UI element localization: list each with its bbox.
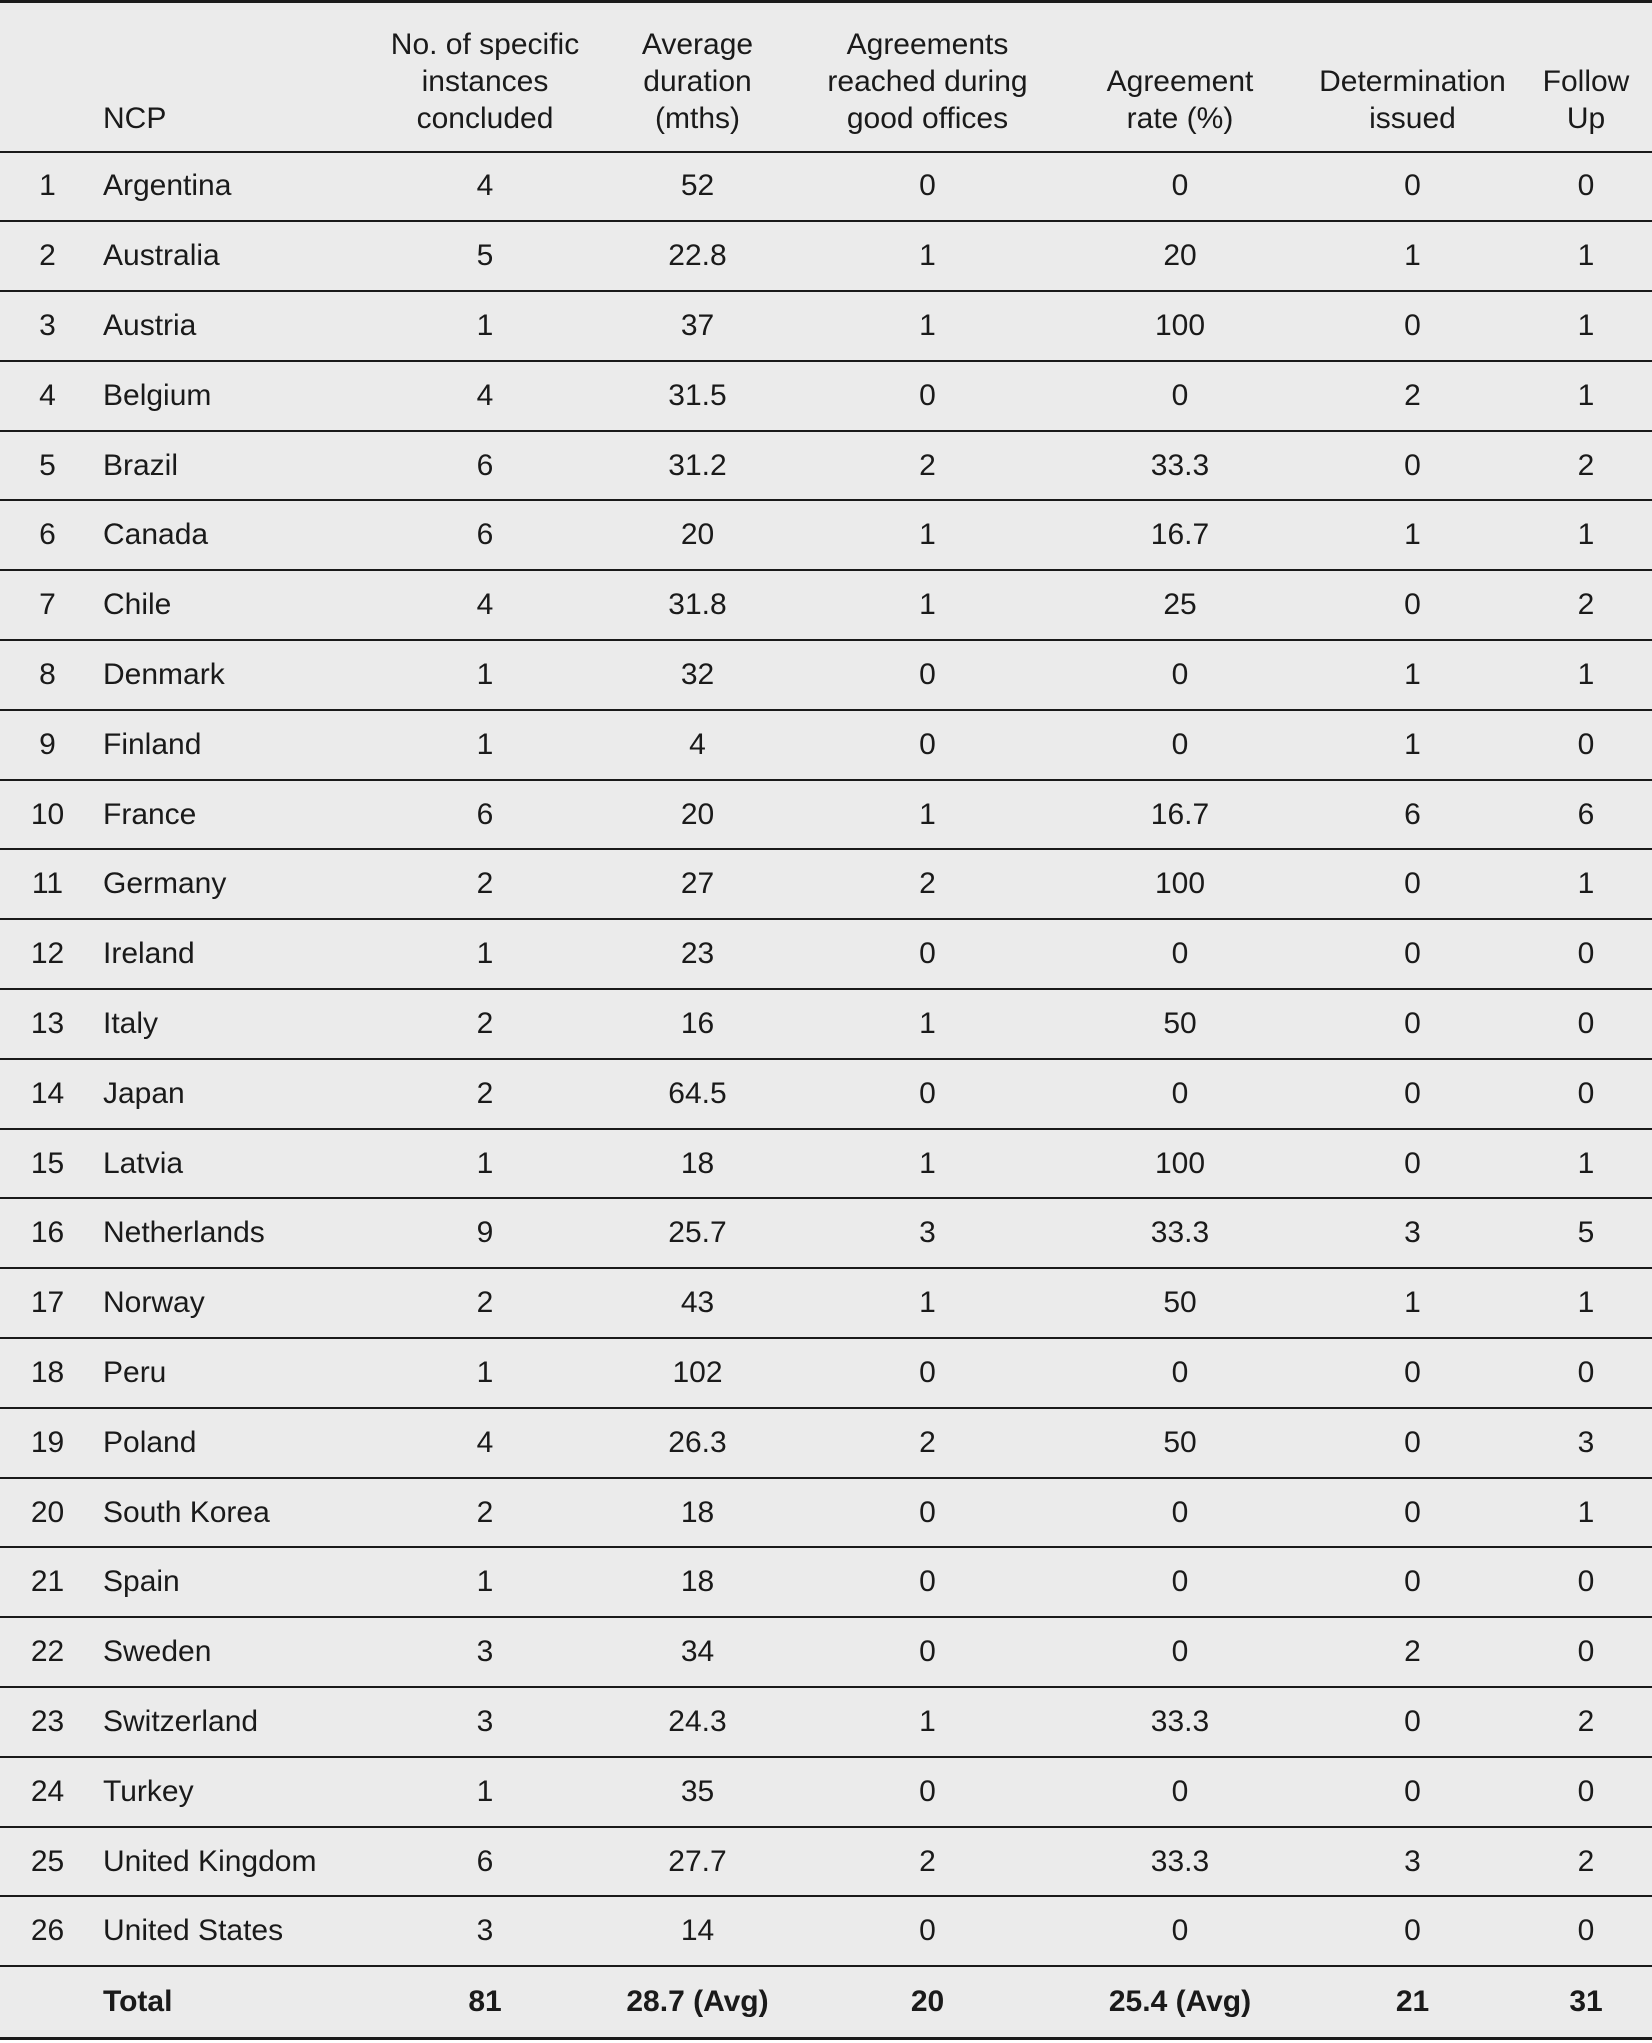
table-row [0, 221, 1652, 291]
cell-index: 11 [31, 867, 64, 901]
cell-duration: 35 [680, 1774, 715, 1808]
header-row [0, 2, 1652, 152]
cell-followup: 1 [1577, 1286, 1595, 1320]
cell-ncp: Australia [103, 239, 220, 273]
cell-followup: 1 [1577, 657, 1595, 691]
cell-index: 6 [39, 518, 56, 552]
cell-duration: 16 [680, 1006, 715, 1040]
cell-instances: 4 [476, 588, 494, 622]
cell-index: 1 [39, 169, 56, 203]
cell-instances: 6 [476, 518, 494, 552]
cell-followup: 0 [1577, 1635, 1595, 1669]
cell-agreements: 1 [919, 518, 936, 552]
cell-index: 14 [30, 1076, 65, 1110]
table-row [0, 710, 1652, 780]
cell-determination: 0 [1404, 867, 1421, 901]
cell-agreements: 2 [919, 1844, 936, 1878]
cell-followup: 6 [1577, 797, 1595, 831]
cell-agreements: 0 [919, 727, 936, 761]
cell-rate: 33.3 [1150, 1844, 1210, 1878]
cell-ncp: Turkey [103, 1774, 194, 1808]
cell-rate: 0 [1171, 1076, 1189, 1110]
table-row [0, 431, 1652, 501]
cell-ncp: Total [103, 1984, 173, 2018]
cell-followup: 1 [1577, 1146, 1595, 1180]
cell-followup: 1 [1577, 378, 1595, 412]
cell-ncp: Sweden [103, 1635, 212, 1669]
cell-agreements: 1 [919, 1006, 936, 1040]
cell-index: 12 [30, 937, 65, 971]
cell-ncp: Switzerland [103, 1704, 259, 1738]
cell-followup: 0 [1577, 1355, 1595, 1389]
cell-agreements: 0 [919, 937, 936, 971]
cell-rate: 33.3 [1150, 448, 1210, 482]
cell-followup: 0 [1577, 1565, 1595, 1599]
cell-rate: 0 [1171, 727, 1189, 761]
cell-index: 24 [30, 1774, 65, 1808]
header-instances-line: instances [421, 64, 549, 98]
cell-duration: 18 [680, 1565, 715, 1599]
total-row [0, 1966, 1652, 2038]
header-followup-line: Follow [1542, 64, 1630, 98]
table-row [0, 152, 1652, 222]
cell-instances: 2 [476, 1495, 494, 1529]
cell-determination: 0 [1404, 937, 1421, 971]
cell-determination: 0 [1404, 1495, 1421, 1529]
cell-ncp: Finland [103, 727, 202, 761]
cell-ncp: Latvia [103, 1146, 184, 1180]
cell-ncp: Brazil [103, 448, 179, 482]
cell-rate: 0 [1171, 937, 1189, 971]
cell-ncp: Peru [103, 1355, 167, 1389]
cell-followup: 1 [1577, 1495, 1595, 1529]
cell-rate: 33.3 [1150, 1216, 1210, 1250]
cell-rate: 0 [1171, 169, 1189, 203]
cell-ncp: Netherlands [103, 1216, 265, 1250]
cell-index: 13 [30, 1006, 65, 1040]
cell-agreements: 0 [919, 1565, 936, 1599]
cell-ncp: Germany [103, 867, 227, 901]
cell-determination: 0 [1404, 1425, 1421, 1459]
cell-instances: 2 [476, 1286, 494, 1320]
header-instances [375, 2, 595, 152]
cell-determination: 2 [1404, 378, 1421, 412]
cell-duration: 43 [680, 1286, 715, 1320]
cell-duration: 24.3 [668, 1704, 727, 1738]
cell-ncp: Canada [103, 518, 209, 552]
cell-determination: 0 [1404, 1704, 1421, 1738]
header-duration [595, 2, 800, 152]
table-row [0, 849, 1652, 919]
table-row [0, 570, 1652, 640]
cell-instances: 1 [476, 727, 494, 761]
cell-rate: 0 [1171, 1635, 1189, 1669]
cell-determination: 0 [1404, 1565, 1421, 1599]
cell-agreements: 1 [919, 1704, 936, 1738]
cell-agreements: 20 [910, 1984, 945, 2018]
cell-determination: 0 [1404, 588, 1421, 622]
cell-determination: 0 [1404, 1006, 1421, 1040]
cell-rate: 50 [1163, 1006, 1197, 1040]
cell-rate: 100 [1154, 1146, 1206, 1180]
cell-followup: 0 [1577, 1076, 1595, 1110]
cell-agreements: 2 [919, 1425, 936, 1459]
cell-index: 5 [39, 448, 56, 482]
cell-determination: 0 [1404, 1146, 1421, 1180]
cell-ncp: Austria [103, 308, 197, 342]
cell-rate: 0 [1171, 1914, 1189, 1948]
cell-duration: 4 [689, 727, 706, 761]
cell-rate: 0 [1171, 1355, 1189, 1389]
header-agreements-line: good offices [846, 101, 1009, 135]
cell-followup: 2 [1577, 448, 1595, 482]
header-determination-line: issued [1369, 101, 1456, 135]
cell-index: 18 [30, 1355, 65, 1389]
cell-determination: 1 [1404, 727, 1421, 761]
cell-followup: 0 [1577, 727, 1595, 761]
cell-index: 17 [30, 1286, 65, 1320]
cell-rate: 50 [1163, 1425, 1197, 1459]
cell-instances: 5 [476, 239, 494, 273]
table-row [0, 640, 1652, 710]
cell-rate: 20 [1163, 239, 1197, 273]
cell-index: 19 [30, 1425, 65, 1459]
cell-determination: 3 [1404, 1844, 1421, 1878]
header-duration-line: (mths) [655, 101, 740, 135]
cell-followup: 2 [1577, 1704, 1595, 1738]
cell-ncp: South Korea [103, 1495, 270, 1529]
cell-index: 3 [39, 308, 56, 342]
cell-determination: 6 [1404, 797, 1421, 831]
cell-agreements: 1 [919, 308, 936, 342]
cell-determination: 0 [1404, 308, 1421, 342]
cell-determination: 1 [1404, 657, 1421, 691]
cell-duration: 37 [680, 308, 715, 342]
header-duration-line: duration [643, 64, 752, 98]
cell-followup: 1 [1577, 867, 1595, 901]
cell-duration: 20 [680, 797, 715, 831]
cell-instances: 4 [476, 1425, 494, 1459]
cell-index: 9 [39, 727, 56, 761]
cell-rate: 0 [1171, 1774, 1189, 1808]
header-determination [1305, 2, 1520, 152]
cell-duration: 26.3 [668, 1425, 727, 1459]
cell-duration: 28.7 (Avg) [626, 1984, 769, 2018]
cell-followup: 2 [1577, 588, 1595, 622]
cell-instances: 6 [476, 797, 494, 831]
header-duration-line: Average [641, 27, 754, 61]
cell-determination: 0 [1404, 1774, 1421, 1808]
cell-rate: 16.7 [1150, 518, 1210, 552]
cell-determination: 0 [1404, 169, 1421, 203]
cell-determination: 0 [1404, 448, 1421, 482]
cell-rate: 0 [1171, 657, 1189, 691]
cell-followup: 0 [1577, 1774, 1595, 1808]
cell-duration: 22.8 [668, 239, 727, 273]
cell-index: 23 [30, 1704, 65, 1738]
cell-rate: 33.3 [1150, 1704, 1210, 1738]
cell-agreements: 1 [919, 588, 936, 622]
cell-index: 20 [30, 1495, 65, 1529]
table-row [0, 361, 1652, 431]
cell-ncp: Spain [103, 1565, 180, 1599]
cell-duration: 18 [680, 1495, 715, 1529]
table-row [0, 1268, 1652, 1338]
cell-index [0, 1966, 95, 2038]
cell-ncp: United States [103, 1914, 284, 1948]
cell-index: 15 [30, 1146, 65, 1180]
cell-rate: 16.7 [1150, 797, 1210, 831]
cell-agreements: 1 [919, 1146, 936, 1180]
cell-agreements: 2 [919, 448, 936, 482]
cell-instances: 2 [476, 1076, 494, 1110]
cell-index: 8 [39, 657, 56, 691]
header-rate [1055, 2, 1305, 152]
cell-agreements: 0 [919, 169, 936, 203]
table-row [0, 1478, 1652, 1548]
cell-index: 26 [30, 1914, 65, 1948]
cell-index: 4 [39, 378, 56, 412]
cell-instances: 9 [476, 1216, 494, 1250]
table-row [0, 1338, 1652, 1408]
header-agreements-line: reached during [827, 64, 1028, 98]
cell-agreements: 1 [919, 797, 936, 831]
cell-agreements: 1 [919, 239, 936, 273]
cell-duration: 27 [680, 867, 715, 901]
table-row [0, 500, 1652, 570]
cell-instances: 1 [476, 308, 494, 342]
table-row [0, 919, 1652, 989]
cell-duration: 34 [680, 1635, 715, 1669]
cell-rate: 50 [1163, 1286, 1197, 1320]
cell-agreements: 0 [919, 1355, 936, 1389]
header-instances-line: concluded [416, 101, 554, 135]
cell-determination: 0 [1404, 1076, 1421, 1110]
cell-instances: 2 [476, 1006, 494, 1040]
cell-instances: 3 [476, 1704, 494, 1738]
header-ncp: NCP [103, 101, 167, 135]
cell-determination: 0 [1404, 1355, 1421, 1389]
cell-determination: 2 [1404, 1635, 1421, 1669]
header-followup-line: Up [1566, 101, 1606, 135]
cell-determination: 3 [1404, 1216, 1421, 1250]
cell-ncp: Denmark [103, 657, 225, 691]
table-row [0, 1408, 1652, 1478]
cell-duration: 31.8 [668, 588, 727, 622]
cell-instances: 2 [476, 867, 494, 901]
cell-agreements: 0 [919, 657, 936, 691]
cell-duration: 18 [680, 1146, 715, 1180]
cell-duration: 20 [680, 518, 715, 552]
cell-ncp: Ireland [103, 937, 195, 971]
cell-rate: 25 [1163, 588, 1197, 622]
cell-followup: 0 [1577, 1006, 1595, 1040]
cell-ncp: Poland [103, 1425, 197, 1459]
cell-followup: 2 [1577, 1844, 1595, 1878]
table-row [0, 1687, 1652, 1757]
cell-rate: 25.4 (Avg) [1108, 1984, 1252, 2018]
cell-determination: 1 [1404, 518, 1421, 552]
header-followup [1520, 2, 1652, 152]
table-row [0, 1547, 1652, 1617]
cell-duration: 102 [672, 1355, 723, 1389]
cell-instances: 1 [476, 1355, 494, 1389]
table-row [0, 780, 1652, 850]
cell-determination: 0 [1404, 1914, 1421, 1948]
cell-followup: 0 [1577, 169, 1595, 203]
cell-index: 25 [30, 1844, 65, 1878]
table-row [0, 1757, 1652, 1827]
cell-instances: 1 [476, 1565, 494, 1599]
cell-ncp: Chile [103, 588, 172, 622]
cell-rate: 0 [1171, 1565, 1189, 1599]
table-row [0, 1896, 1652, 1966]
cell-ncp: Norway [103, 1286, 205, 1320]
header-agreements-line: Agreements [846, 27, 1009, 61]
cell-ncp: Argentina [103, 169, 232, 203]
cell-instances: 81 [468, 1984, 502, 2018]
cell-agreements: 0 [919, 1076, 936, 1110]
header-instances-line: No. of specific [390, 27, 580, 61]
cell-instances: 6 [476, 448, 494, 482]
cell-ncp: France [103, 797, 197, 831]
cell-agreements: 0 [919, 378, 936, 412]
cell-followup: 1 [1577, 308, 1595, 342]
cell-agreements: 0 [919, 1774, 936, 1808]
table-row [0, 989, 1652, 1059]
cell-followup: 5 [1577, 1216, 1595, 1250]
cell-duration: 23 [680, 937, 715, 971]
header-rate-line: Agreement [1106, 64, 1254, 98]
cell-instances: 3 [476, 1635, 494, 1669]
cell-rate: 100 [1154, 867, 1206, 901]
cell-followup: 31 [1569, 1984, 1603, 2018]
cell-instances: 4 [476, 169, 494, 203]
cell-followup: 0 [1577, 1914, 1595, 1948]
cell-duration: 64.5 [668, 1076, 727, 1110]
cell-duration: 25.7 [668, 1216, 727, 1250]
cell-agreements: 2 [919, 867, 936, 901]
cell-rate: 0 [1171, 1495, 1189, 1529]
header-rate-line: rate (%) [1126, 101, 1234, 135]
cell-index: 22 [30, 1635, 65, 1669]
header-agreements [800, 2, 1055, 152]
table-row [0, 1198, 1652, 1268]
cell-ncp: Italy [103, 1006, 159, 1040]
cell-determination: 21 [1395, 1984, 1430, 2018]
cell-instances: 3 [476, 1914, 494, 1948]
table-row [0, 291, 1652, 361]
cell-instances: 6 [476, 1844, 494, 1878]
table-row [0, 1617, 1652, 1687]
table-row [0, 1059, 1652, 1129]
cell-instances: 1 [476, 1146, 494, 1180]
cell-duration: 31.5 [668, 378, 727, 412]
cell-instances: 1 [476, 657, 494, 691]
cell-duration: 31.2 [668, 448, 727, 482]
cell-instances: 4 [476, 378, 494, 412]
cell-index: 2 [39, 239, 56, 273]
table-row [0, 1129, 1652, 1199]
cell-agreements: 0 [919, 1495, 936, 1529]
cell-agreements: 0 [919, 1914, 936, 1948]
cell-duration: 27.7 [668, 1844, 727, 1878]
cell-duration: 52 [680, 169, 715, 203]
cell-duration: 14 [680, 1914, 715, 1948]
cell-agreements: 0 [919, 1635, 936, 1669]
header-index [0, 2, 95, 152]
header-determination-line: Determination [1319, 64, 1506, 98]
cell-instances: 1 [476, 937, 494, 971]
cell-followup: 0 [1577, 937, 1595, 971]
cell-instances: 1 [476, 1774, 494, 1808]
cell-agreements: 3 [919, 1216, 936, 1250]
cell-rate: 100 [1154, 308, 1206, 342]
cell-determination: 1 [1404, 239, 1421, 273]
cell-ncp: United Kingdom [103, 1844, 317, 1878]
cell-followup: 1 [1577, 239, 1595, 273]
cell-ncp: Japan [103, 1076, 185, 1110]
table-row [0, 1827, 1652, 1897]
cell-followup: 1 [1577, 518, 1595, 552]
table-body [0, 152, 1652, 2039]
cell-followup: 3 [1577, 1425, 1595, 1459]
cell-index: 16 [30, 1216, 65, 1250]
cell-index: 7 [39, 588, 56, 622]
cell-duration: 32 [680, 657, 715, 691]
cell-agreements: 1 [919, 1286, 936, 1320]
cell-index: 10 [30, 797, 65, 831]
cell-determination: 1 [1404, 1286, 1421, 1320]
cell-rate: 0 [1171, 378, 1189, 412]
cell-index: 21 [30, 1565, 65, 1599]
cell-ncp: Belgium [103, 378, 212, 412]
